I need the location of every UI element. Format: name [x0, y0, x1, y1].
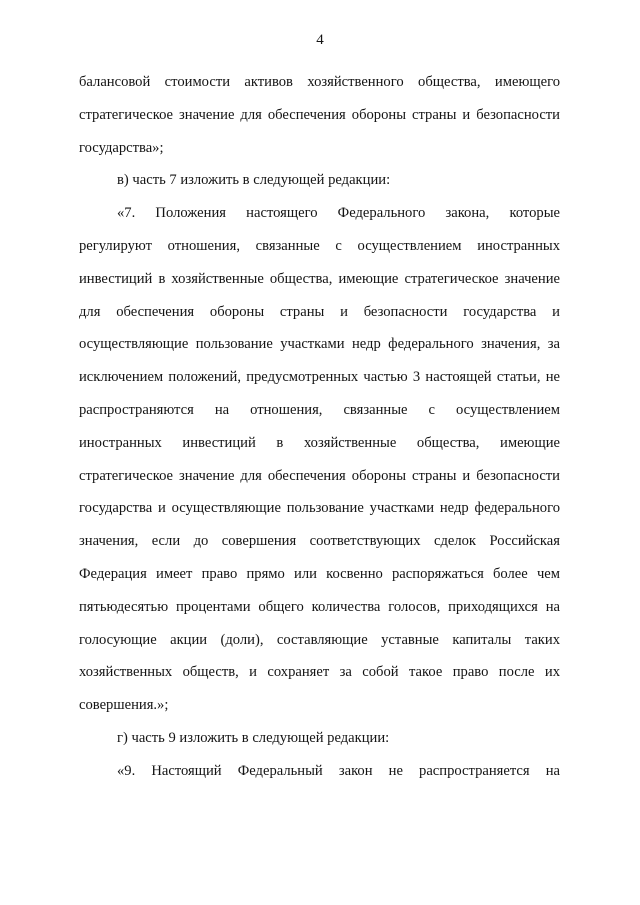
text-line-wrapper: [79, 492, 560, 525]
text-line-wrapper: [79, 460, 560, 493]
document-body: [79, 66, 560, 788]
text-line: регулируют отношения, связанные с осуществлением иностранных: [79, 237, 560, 254]
text-line: государства»;: [79, 139, 164, 156]
paragraph: [79, 755, 560, 788]
text-line: стратегическое значение для обеспечения обороны страны и безопасности: [79, 467, 560, 484]
paragraph: [79, 722, 560, 755]
text-line: г) часть 9 изложить в следующей редакции:: [117, 729, 390, 746]
text-line-wrapper: [79, 263, 560, 296]
text-line: исключением положений, предусмотренных частью 3 настоящей статьи, не: [79, 369, 560, 386]
text-line: голосующие акции (доли), составляющие уставные капиталы таких: [79, 631, 560, 648]
text-line: распространяются на отношения, связанные с осуществлением: [79, 401, 560, 418]
text-line-wrapper: [79, 558, 560, 591]
text-line: инвестиций в хозяйственные общества, имеющие стратегическое значение: [79, 270, 560, 287]
text-line: Федерация имеет право прямо или косвенно распоряжаться более чем: [79, 565, 560, 582]
text-line-wrapper: [79, 525, 560, 558]
text-line-wrapper: [79, 722, 560, 755]
text-line-wrapper: [79, 591, 560, 624]
text-line: «7. Положения настоящего Федерального закона, которые: [117, 205, 560, 222]
text-line: балансовой стоимости активов хозяйственного общества, имеющего: [79, 74, 560, 90]
text-line: осуществляющие пользование участками недр федерального значения, за: [79, 336, 560, 353]
page-number: 4: [316, 32, 324, 48]
paragraph: [79, 197, 560, 722]
text-line: хозяйственных обществ, и сохраняет за собой такое право после их: [79, 664, 560, 681]
text-line-wrapper: [79, 164, 560, 197]
text-line-wrapper: [79, 427, 560, 460]
text-line-wrapper: [79, 296, 560, 329]
text-line-wrapper: [79, 689, 560, 722]
text-line-wrapper: [79, 99, 560, 132]
text-line-wrapper: [79, 361, 560, 394]
text-line: иностранных инвестиций в хозяйственные общества, имеющие: [79, 434, 560, 451]
text-line-wrapper: [79, 624, 560, 657]
text-line-wrapper: [79, 230, 560, 263]
paragraph: [79, 164, 560, 197]
text-line: «9. Настоящий Федеральный закон не распространяется на: [117, 762, 560, 779]
text-line-wrapper: [79, 656, 560, 689]
text-line-wrapper: [79, 394, 560, 427]
text-line-wrapper: [79, 132, 560, 165]
text-line-wrapper: [79, 755, 560, 788]
text-line-wrapper: [79, 66, 560, 99]
paragraph: [79, 66, 560, 164]
text-line: значения, если до совершения соответствующих сделок Российская: [79, 533, 560, 550]
text-line: для обеспечения обороны страны и безопасности государства и: [79, 303, 560, 320]
text-line: совершения.»;: [79, 697, 169, 714]
text-line: стратегическое значение для обеспечения обороны страны и безопасности: [79, 106, 560, 123]
text-line-wrapper: [79, 328, 560, 361]
text-line: пятьюдесятью процентами общего количества голосов, приходящихся на: [79, 598, 560, 615]
text-line-wrapper: [79, 197, 560, 230]
text-line: государства и осуществляющие пользование участками недр федерального: [79, 500, 560, 517]
text-line: в) часть 7 изложить в следующей редакции:: [117, 172, 391, 189]
